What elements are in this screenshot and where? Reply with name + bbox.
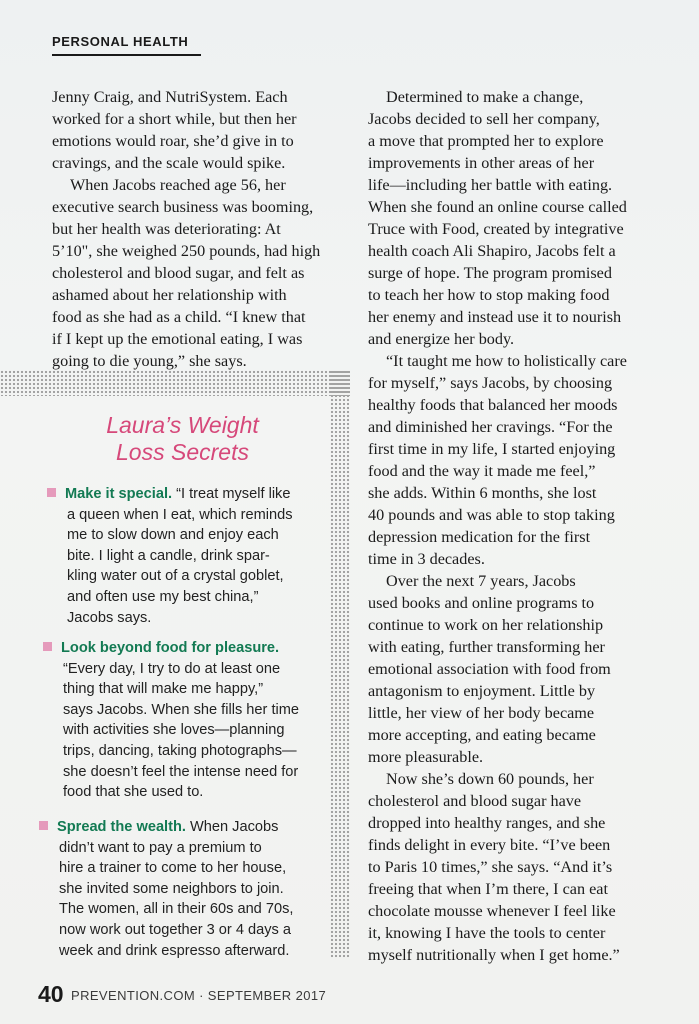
tip-text-line: me to slow down and enjoy each	[67, 527, 279, 544]
sidebar-tip	[39, 817, 319, 961]
text-line: but her health was deteriorating: At	[52, 220, 281, 238]
sidebar-tip	[47, 484, 327, 628]
text-line: ashamed about her relationship with	[52, 286, 287, 304]
text-line: worked for a short while, but then her	[52, 110, 297, 128]
text-line: and diminished her cravings. “For the	[368, 418, 613, 436]
text-line: finds delight in every bite. “I’ve been	[368, 836, 611, 854]
text-line: 40 pounds and was able to stop taking	[368, 506, 615, 524]
text-line: to teach her how to stop making food	[368, 286, 610, 304]
text-line: her enemy and instead use it to nourish	[368, 308, 622, 326]
text-line: with eating, further transforming her	[368, 638, 605, 656]
text-line: “It taught me how to holistically care	[386, 352, 627, 370]
text-line: When Jacobs reached age 56, her	[70, 176, 286, 194]
text-line: a move that prompted her to explore	[368, 132, 604, 150]
text-line: if I kept up the emotional eating, I was	[52, 330, 303, 348]
text-line: Now she’s down 60 pounds, her	[386, 770, 594, 788]
tip-text-line: The women, all in their 60s and 70s,	[59, 901, 294, 918]
text-line: myself nutritionally when I get home.”	[368, 946, 620, 964]
tip-text-line: food that she used to.	[63, 784, 204, 801]
text-line: she adds. Within 6 months, she lost	[368, 484, 597, 502]
tip-text-line: bite. I light a candle, drink spar-	[67, 547, 270, 564]
footer-publication: PREVENTION.COM · SEPTEMBER 2017	[71, 988, 327, 1003]
text-line: to Paris 10 times,” she says. “And it’s	[368, 858, 613, 876]
tip-text-line: “Every day, I try to do at least one	[63, 660, 281, 677]
tip-title: Spread the wealth.	[57, 819, 186, 835]
sidebar-title-line-1: Laura’s Weight	[106, 412, 259, 438]
dotted-border-top	[0, 370, 350, 396]
text-line: depression medication for the first	[368, 528, 591, 546]
text-line: 5’10", she weighed 250 pounds, had high	[52, 242, 321, 260]
tip-text-line: now work out together 3 or 4 days a	[59, 921, 292, 938]
tip-title: Make it special.	[65, 486, 173, 502]
text-line: used books and online programs to	[368, 594, 595, 612]
text-line: it, knowing I have the tools to center	[368, 924, 606, 942]
tip-text: “I treat myself like	[172, 486, 291, 502]
bullet-square-icon	[39, 821, 48, 830]
text-line: and energize her body.	[368, 330, 515, 348]
text-line: antagonism to enjoyment. Little by	[368, 682, 596, 700]
text-line: going to die young,” she says.	[52, 352, 247, 370]
tip-text-line: a queen when I eat, which reminds	[67, 506, 293, 523]
tip-title: Look beyond food for pleasure.	[61, 640, 280, 656]
tip-text-line: she invited some neighbors to join.	[59, 880, 284, 897]
sidebar-title-line-2: Loss Secrets	[116, 439, 249, 465]
tip-text-line: and often use my best china,”	[67, 588, 259, 605]
text-line: surge of hope. The program promised	[368, 264, 612, 282]
text-line: freeing that when I’m there, I can eat	[368, 880, 608, 898]
text-line: little, her view of her body became	[368, 704, 595, 722]
text-line: more pleasurable.	[368, 748, 484, 766]
text-line: improvements in other areas of her	[368, 154, 595, 172]
bullet-square-icon	[43, 642, 52, 651]
text-line: emotions would roar, she’d give in to	[52, 132, 294, 150]
text-line: chocolate mousse whenever I feel like	[368, 902, 616, 920]
text-line: first time in my life, I started enjoying	[368, 440, 616, 458]
text-line: continue to work on her relationship	[368, 616, 604, 634]
text-line: When she found an online course called	[368, 198, 627, 216]
text-line: emotional association with food from	[368, 660, 611, 678]
text-line: more accepting, and eating became	[368, 726, 596, 744]
text-line: healthy foods that balanced her moods	[368, 396, 618, 414]
text-line: Truce with Food, created by integrative	[368, 220, 624, 238]
left-column-text	[52, 86, 352, 372]
text-line: health coach Ali Shapiro, Jacobs felt a	[368, 242, 616, 260]
right-column-text	[368, 86, 668, 966]
tip-text-line: kling water out of a crystal goblet,	[67, 568, 284, 585]
text-line: Determined to make a change,	[386, 88, 584, 106]
tip-text-line: thing that will make me happy,”	[63, 681, 264, 698]
sidebar-title	[60, 412, 305, 466]
text-line: for myself,” says Jacobs, by choosing	[368, 374, 613, 392]
text-line: Jenny Craig, and NutriSystem. Each	[52, 88, 288, 106]
text-line: food as she had as a child. “I knew that	[52, 308, 306, 326]
tip-text-line: week and drink espresso afterward.	[59, 942, 290, 959]
tip-text-line: hire a trainer to come to her house,	[59, 860, 287, 877]
text-line: Over the next 7 years, Jacobs	[386, 572, 576, 590]
text-line: cholesterol and blood sugar have	[368, 792, 582, 810]
bullet-square-icon	[47, 488, 56, 497]
text-line: food and the way it made me feel,”	[368, 462, 596, 480]
text-line: executive search business was booming,	[52, 198, 314, 216]
text-line: cholesterol and blood sugar, and felt as	[52, 264, 305, 282]
tip-text-line: says Jacobs. When she fills her time	[63, 701, 300, 718]
tip-text-line: Jacobs says.	[67, 609, 152, 626]
text-line: cravings, and the scale would spike.	[52, 154, 286, 172]
page-number: 40	[38, 981, 64, 1007]
tip-text-line: didn’t want to pay a premium to	[59, 839, 262, 856]
section-rule	[52, 54, 201, 56]
text-line: dropped into healthy ranges, and she	[368, 814, 606, 832]
tip-text-line: trips, dancing, taking photographs—	[63, 742, 297, 759]
text-line: Jacobs decided to sell her company,	[368, 110, 600, 128]
tip-text: When Jacobs	[185, 819, 279, 835]
dotted-border-right	[330, 370, 350, 958]
tip-text-line: she doesn’t feel the intense need for	[63, 763, 299, 780]
section-label: PERSONAL HEALTH	[52, 34, 189, 49]
text-line: time in 3 decades.	[368, 550, 485, 568]
text-line: life—including her battle with eating.	[368, 176, 613, 194]
sidebar-tip	[43, 638, 323, 803]
tip-text-line: with activities she loves—planning	[63, 722, 285, 739]
